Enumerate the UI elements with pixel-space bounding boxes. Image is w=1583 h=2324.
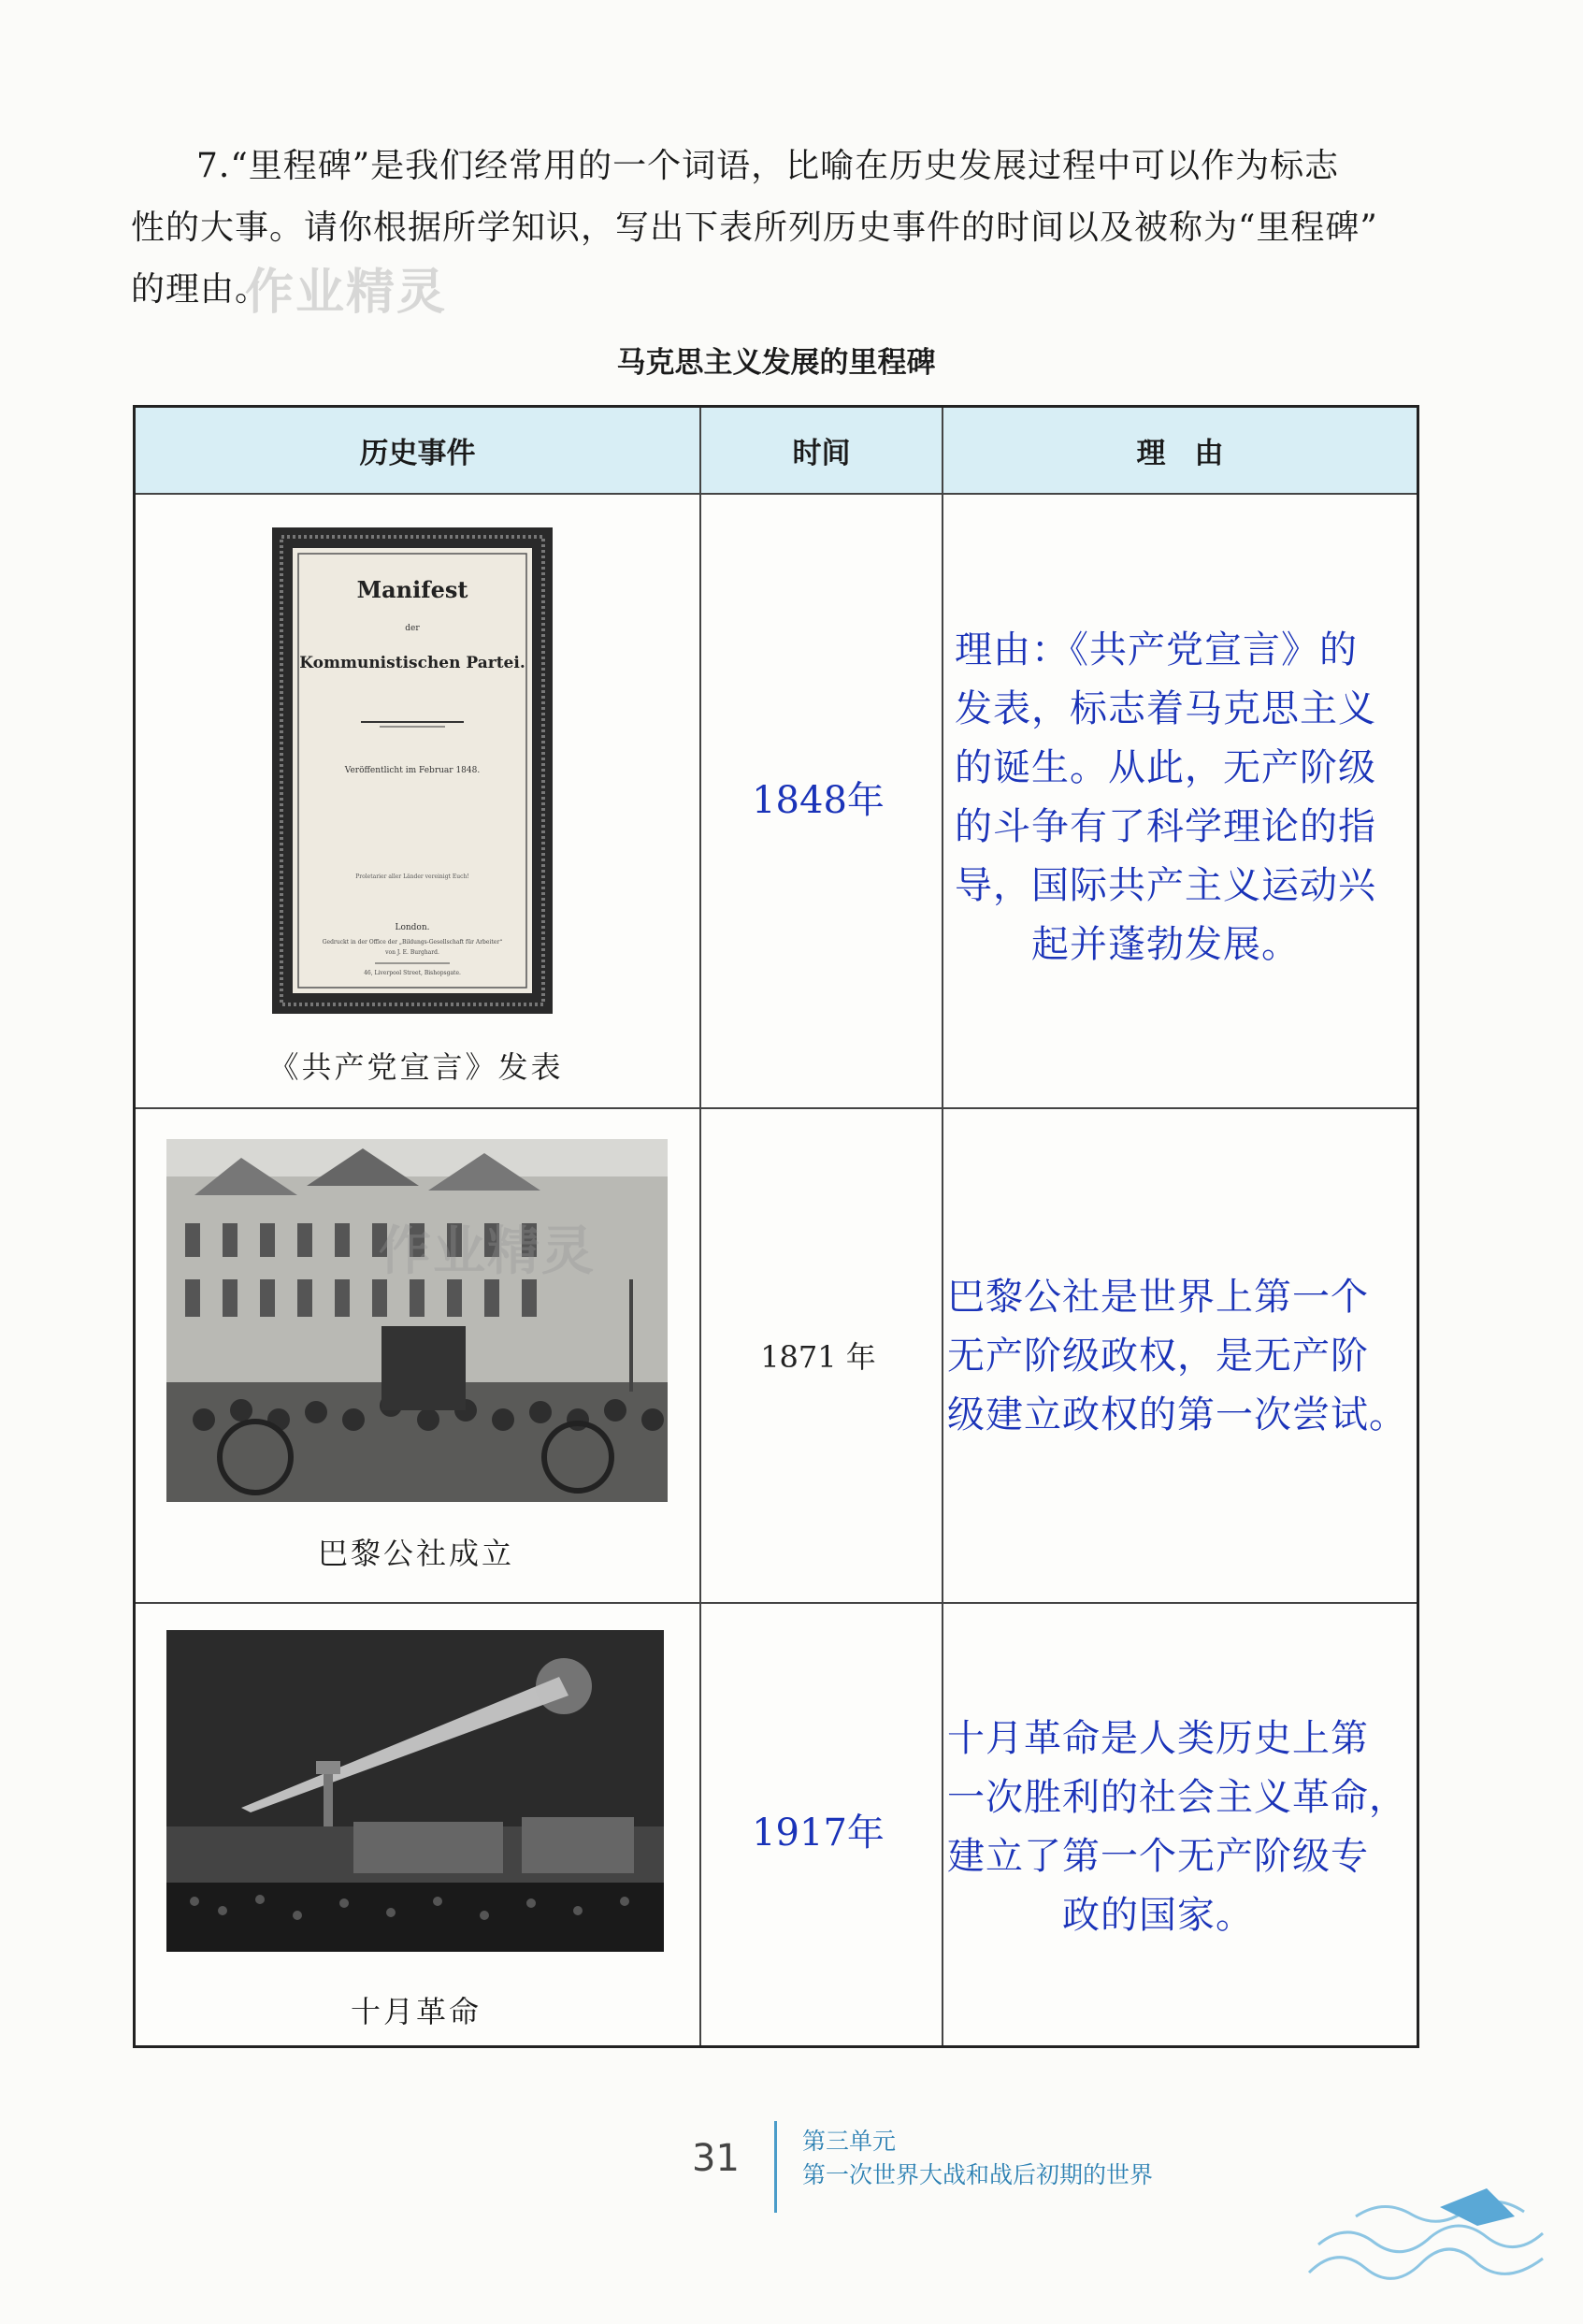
event-caption: 《共产党宣言》发表 [268, 1049, 564, 1085]
header-event: 历史事件 [136, 408, 699, 495]
event-reason: 理由：《共产党宣言》的 发表，标志着马克思主义 的诞生。从此，无产阶级 的斗争有了科学理论的指 导，国际共产主义运动兴 起并蓬勃发展。 [955, 628, 1376, 966]
table-title: 马克思主义发展的里程碑 [616, 346, 936, 380]
footer-divider [774, 2121, 777, 2213]
question-line-3: 的理由。 [131, 270, 270, 309]
event-time: 1917年 [752, 1812, 885, 1855]
event-reason: 十月革命是人类历史上第 一次胜利的社会主义革命， 建立了第一个无产阶级专 政的国家。 [947, 1717, 1407, 1937]
manifesto-slogan: Proletarier aller Länder vereinigt Euch! [355, 873, 469, 880]
event-caption: 巴黎公社成立 [317, 1536, 514, 1571]
row-divider [136, 1602, 1417, 1604]
event-time: 1848年 [752, 779, 885, 822]
manifesto-printer-name: von J. E. Burghard. [385, 949, 439, 956]
manifesto-subtitle: Kommunistischen Partei. [299, 654, 525, 672]
watermark-logo: 作业精灵 [379, 1221, 596, 1282]
column-divider [942, 408, 943, 2045]
manifesto-cover-image [272, 527, 553, 1014]
event-time: 1871 年 [760, 1339, 876, 1375]
manifesto-title: Manifest [356, 576, 468, 603]
manifesto-address: 46, Liverpool Street, Bishopsgate. [364, 970, 461, 976]
manifesto-der: der [405, 624, 420, 633]
event-caption: 十月革命 [350, 1994, 482, 2029]
column-divider [699, 408, 701, 2045]
watermark-logo: 作业精灵 [245, 265, 448, 321]
manifesto-printer: Gedruckt in der Office der „Bildungs-Gesellschaft für Arbeiter“ [322, 939, 503, 945]
paris-commune-image [166, 1139, 668, 1502]
event-reason: 巴黎公社是世界上第一个 无产阶级政权，是无产阶 级建立政权的第一次尝试。 [947, 1276, 1407, 1436]
wave-decoration-icon [1300, 2179, 1552, 2291]
page-number: 31 [692, 2137, 740, 2180]
question-line-1: 7.“里程碑”是我们经常用的一个词语，比喻在历史发展过程中可以作为标志 [196, 147, 1340, 185]
header-reason: 理 由 [943, 408, 1417, 495]
manifesto-london: London. [395, 923, 430, 932]
question-line-2: 性的大事。请你根据所学知识，写出下表所列历史事件的时间以及被称为“里程碑” [131, 209, 1378, 247]
manifesto-date: Veröffentlicht im Februar 1848. [344, 766, 481, 775]
milestone-table [133, 405, 1419, 2048]
footer-unit: 第三单元 [802, 2128, 897, 2155]
header-time: 时间 [701, 408, 942, 495]
footer-subtitle: 第一次世界大战和战后初期的世界 [802, 2161, 1154, 2188]
row-divider [136, 1107, 1417, 1109]
october-revolution-image [166, 1630, 664, 1952]
